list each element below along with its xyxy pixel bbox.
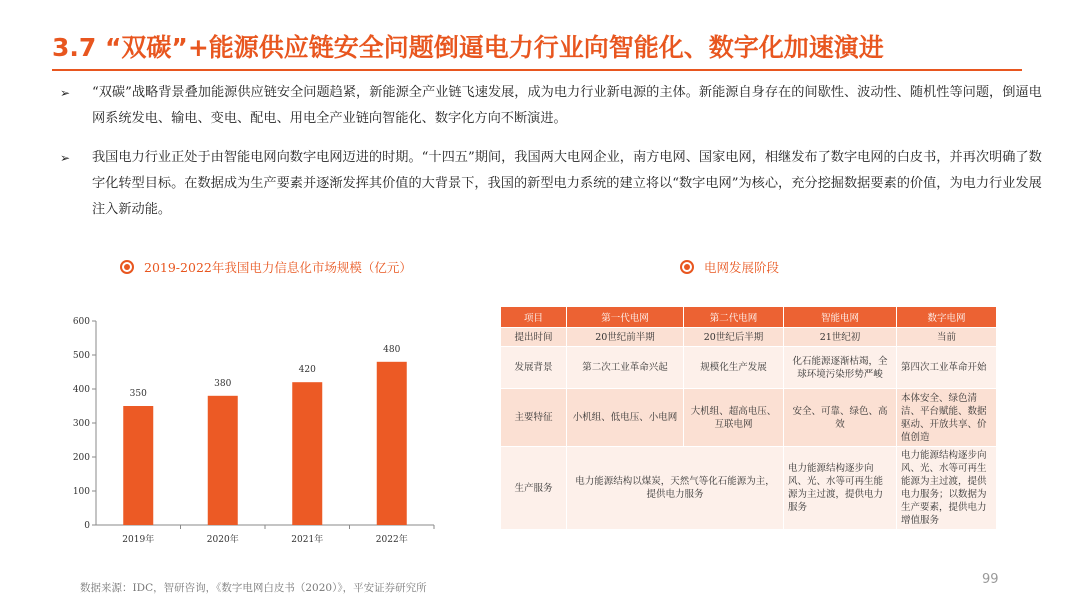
bar — [292, 382, 322, 525]
page-title: 3.7 “双碳”+能源供应链安全问题倒逼电力行业向智能化、数字化加速演进 — [52, 33, 884, 62]
page-number: 99 — [982, 572, 999, 587]
table-cell: 安全、可靠、绿色、高效 — [784, 389, 897, 447]
table-row — [501, 447, 997, 530]
bullet-2 — [60, 145, 1047, 223]
bullet-1-text: “双碳”战略背景叠加能源供应链安全问题趋紧，新能源全产业链飞速发展，成为电力行业新电源的主体。新能源自身存在的间歇性、波动性、随机性等问题，倒逼电网系统发电、输电、变电、配电、用电全产业链向智能化、数字化方向不断演进。 — [92, 85, 1042, 126]
table-section-title: 电网发展阶段 — [704, 260, 780, 275]
bar-value-label: 480 — [383, 344, 401, 355]
table-cell: 电力能源结构以煤炭，天然气等化石能源为主，提供电力服务 — [567, 447, 784, 530]
chart-section-header — [120, 258, 412, 276]
table-cell: 生产服务 — [501, 447, 567, 530]
y-tick-label: 100 — [72, 487, 90, 497]
y-tick-label: 0 — [84, 521, 90, 531]
bullet-1 — [60, 80, 1047, 132]
table-cell: 第四次工业革命开始 — [897, 347, 997, 389]
table-cell: 第二次工业革命兴起 — [567, 347, 684, 389]
bar — [377, 362, 407, 525]
table-cell: 20世纪前半期 — [567, 328, 684, 347]
table-cell: 提出时间 — [501, 328, 567, 347]
target-icon — [120, 260, 134, 274]
table-header-cell: 项目 — [501, 307, 567, 328]
table-row — [501, 347, 997, 389]
table-cell: 发展背景 — [501, 347, 567, 389]
table-cell: 电力能源结构逐步向风、光、水等可再生能源为主过渡，提供电力服务；以数据为生产要素，提供电力增值服务 — [897, 447, 997, 530]
y-tick-label: 300 — [72, 419, 90, 429]
table-header-cell: 第一代电网 — [567, 307, 684, 328]
y-tick-label: 400 — [72, 385, 90, 395]
table-cell: 本体安全、绿色清洁、平台赋能、数据驱动、开放共享、价值创造 — [897, 389, 997, 447]
x-tick-label: 2022年 — [375, 535, 408, 545]
table-cell: 21世纪初 — [784, 328, 897, 347]
target-icon — [680, 260, 694, 274]
table-header-row — [501, 307, 997, 328]
table-row — [501, 389, 997, 447]
table-cell: 规模化生产发展 — [684, 347, 784, 389]
bar-value-label: 420 — [298, 365, 316, 376]
grid-phase-table — [500, 306, 997, 530]
bar-value-label: 350 — [129, 389, 147, 399]
y-tick-label: 200 — [72, 453, 90, 463]
x-tick-label: 2021年 — [291, 535, 324, 545]
bullet-arrow-icon: ➢ — [60, 151, 71, 165]
table-header-cell: 数字电网 — [897, 307, 997, 328]
x-tick-label: 2020年 — [206, 535, 239, 545]
table-cell: 当前 — [897, 328, 997, 347]
x-tick-label: 2019年 — [122, 535, 155, 545]
table-header-cell: 第二代电网 — [684, 307, 784, 328]
table-row — [501, 328, 997, 347]
bullet-2-text: 我国电力行业正处于由智能电网向数字电网迈进的时期。“十四五”期间，我国两大电网企业，南方电网、国家电网，相继发布了数字电网的白皮书，并再次明确了数字化转型目标。在数据成为生产要素并逐渐发挥其价值的大背景下，我国的新型电力系统的建立将以“数字电网”为核心，充分挖掘数据要素的价值，为电力行业发展注入新动能。 — [92, 150, 1042, 217]
y-tick-label: 600 — [72, 317, 90, 327]
table-cell: 大机组、超高电压、互联电网 — [684, 389, 784, 447]
bar — [208, 396, 238, 525]
table-cell: 小机组、低电压、小电网 — [567, 389, 684, 447]
table-cell: 电力能源结构逐步向风、光、水等可再生能源为主过渡，提供电力服务 — [784, 447, 897, 530]
table-section-header — [680, 258, 779, 276]
y-tick-label: 500 — [72, 351, 90, 361]
data-source-note: 数据来源：IDC，智研咨询，《数字电网白皮书（2020）》，平安证券研究所 — [80, 582, 427, 594]
bar-value-label: 380 — [214, 378, 232, 389]
table-cell: 化石能源逐渐枯竭，全球环境污染形势严峻 — [784, 347, 897, 389]
table-cell: 主要特征 — [501, 389, 567, 447]
title-underline — [52, 69, 1022, 71]
bullet-arrow-icon: ➢ — [60, 86, 71, 100]
market-size-bar-chart — [60, 305, 460, 555]
chart-section-title: 2019-2022年我国电力信息化市场规模（亿元） — [144, 260, 412, 275]
table-cell: 20世纪后半期 — [684, 328, 784, 347]
bar — [123, 406, 153, 525]
table-header-cell: 智能电网 — [784, 307, 897, 328]
